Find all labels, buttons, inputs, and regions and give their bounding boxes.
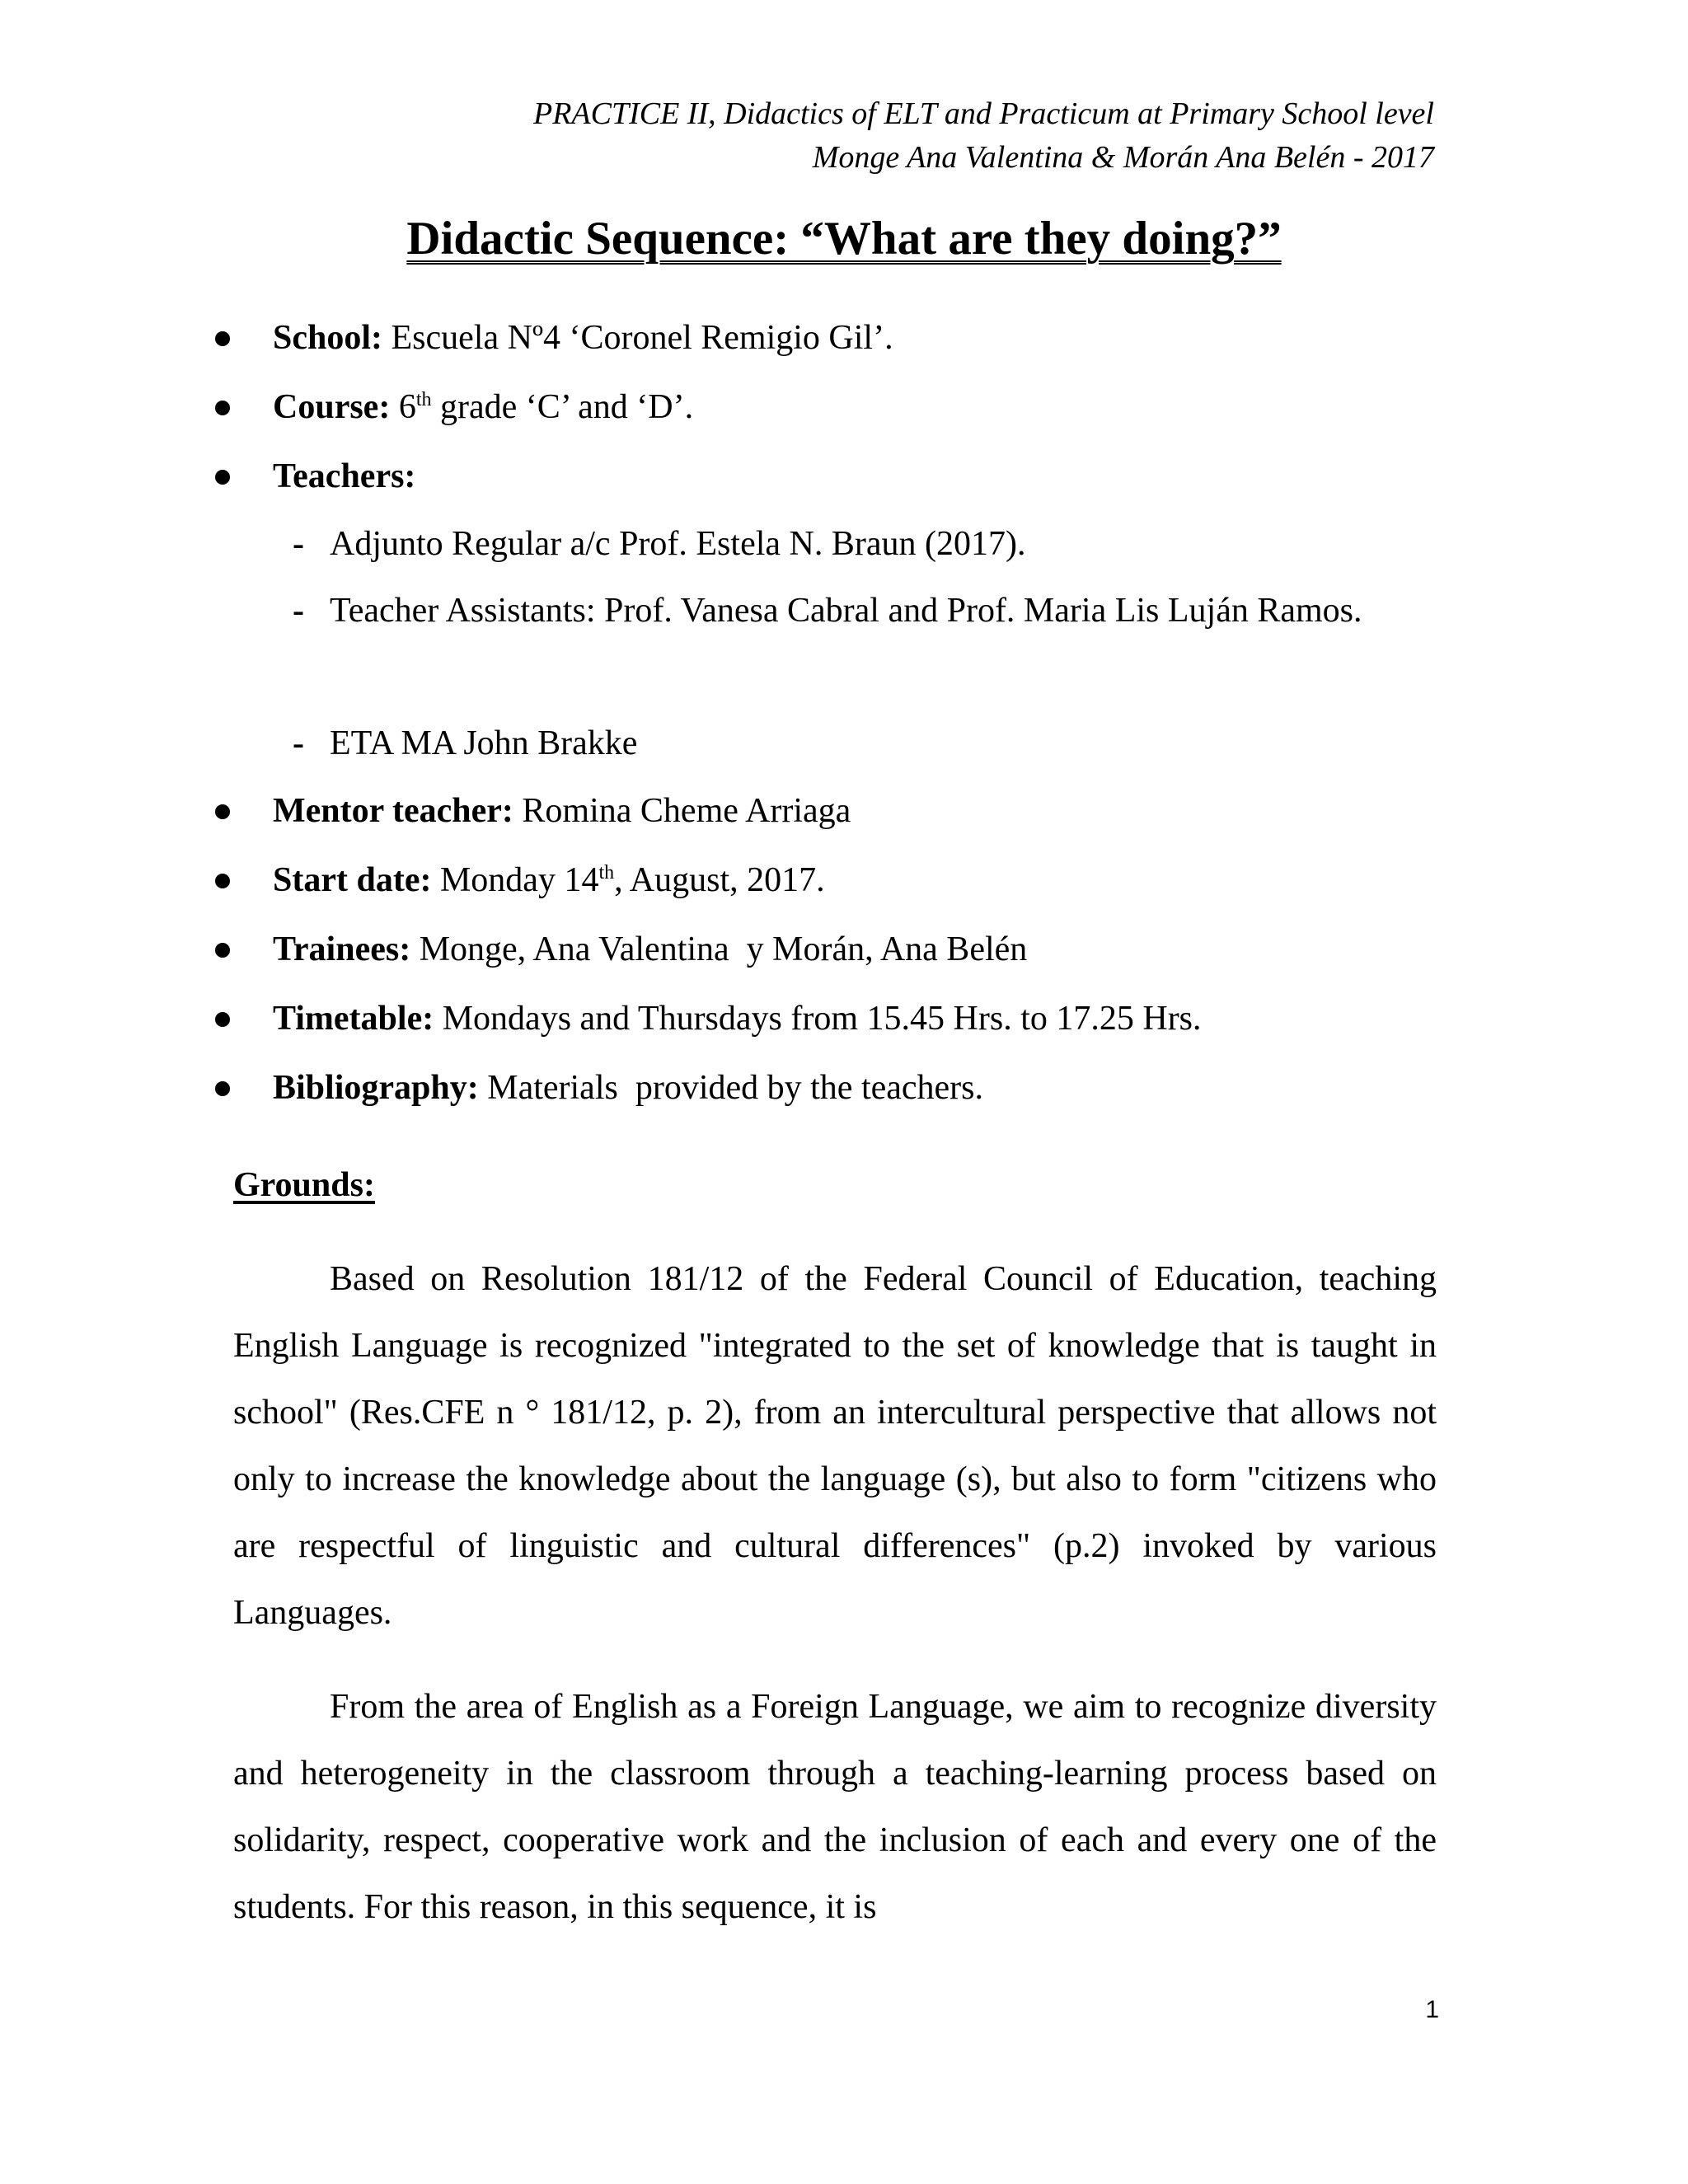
bullet-icon [215,1081,230,1096]
course-value-sup: th [415,389,432,410]
teacher-entry: ETA MA John Brakke [330,724,638,762]
grounds-heading: Grounds: [233,1166,375,1204]
timetable-label: Timetable: [273,1000,434,1038]
course-value-pre: 6 [390,388,416,426]
teacher-entry: Adjunto Regular a/c Prof. Estela N. Braun (2017). [330,525,1026,563]
start-date-post: , August, 2017. [614,861,825,899]
bullet-icon [215,470,230,485]
mentor-label: Mentor teacher: [273,792,513,830]
start-date-sup: th [598,862,615,883]
bullet-icon [215,874,230,888]
dash-icon: - [293,525,304,563]
header-course-line: PRACTICE II, Didactics of ELT and Practicum at Primary School level [532,96,1434,131]
bullet-icon [215,943,230,958]
timetable-value: Mondays and Thursdays from 15.45 Hrs. to 17.25 Hrs. [434,1000,1202,1038]
bibliography-value: Materials provided by the teachers. [478,1069,984,1107]
page-number: 1 [1425,1996,1439,2023]
bullet-icon [215,1012,230,1027]
teachers-label: Teachers: [273,457,416,495]
start-date-pre: Monday 14 [431,861,599,899]
school-value: Escuela Nº4 ‘Coronel Remigio Gil’. [382,319,893,357]
document-title: Didactic Sequence: “What are they doing?” [406,213,1282,265]
start-date-label: Start date: [273,861,432,899]
teacher-entry: Teacher Assistants: Prof. Vanesa Cabral and Prof. Maria Lis Luján Ramos. [330,592,1362,630]
school-label: School: [273,319,383,357]
grounds-paragraph: Based on Resolution 181/12 of the Federal Council of Education, teaching English Language is recognized "integrated to the set of knowledge that is taught in school" (Res.CFE n ° 181/12, p. 2), from an intercultural perspective that allows not only to increase the knowledge about the language (s), but also to form "citizens who are respectful of linguistic and cultural differences" (p.2) invoked by various Languages. [233,1260,1437,1632]
header-authors-line: Monge Ana Valentina & Morán Ana Belén - 2017 [812,140,1434,175]
course-label: Course: [273,388,391,426]
trainees-value: Monge, Ana Valentina y Morán, Ana Belén [410,930,1028,968]
bullet-icon [215,401,230,415]
bullet-icon [215,331,230,346]
dash-icon: - [293,724,304,762]
bullet-icon [215,804,230,819]
course-value-post: grade ‘C’ and ‘D’. [431,388,694,426]
bibliography-label: Bibliography: [273,1069,479,1107]
mentor-value: Romina Cheme Arriaga [513,792,851,830]
grounds-paragraph: From the area of English as a Foreign Language, we aim to recognize diversity and heterogeneity in the classroom through a teaching-learning process based on solidarity, respect, cooperative work and the inclusion of each and every one of the students. For this reason, in this sequence, it is [233,1688,1437,1926]
dash-icon: - [293,592,304,630]
trainees-label: Trainees: [273,930,411,968]
running-header [533,92,1434,180]
